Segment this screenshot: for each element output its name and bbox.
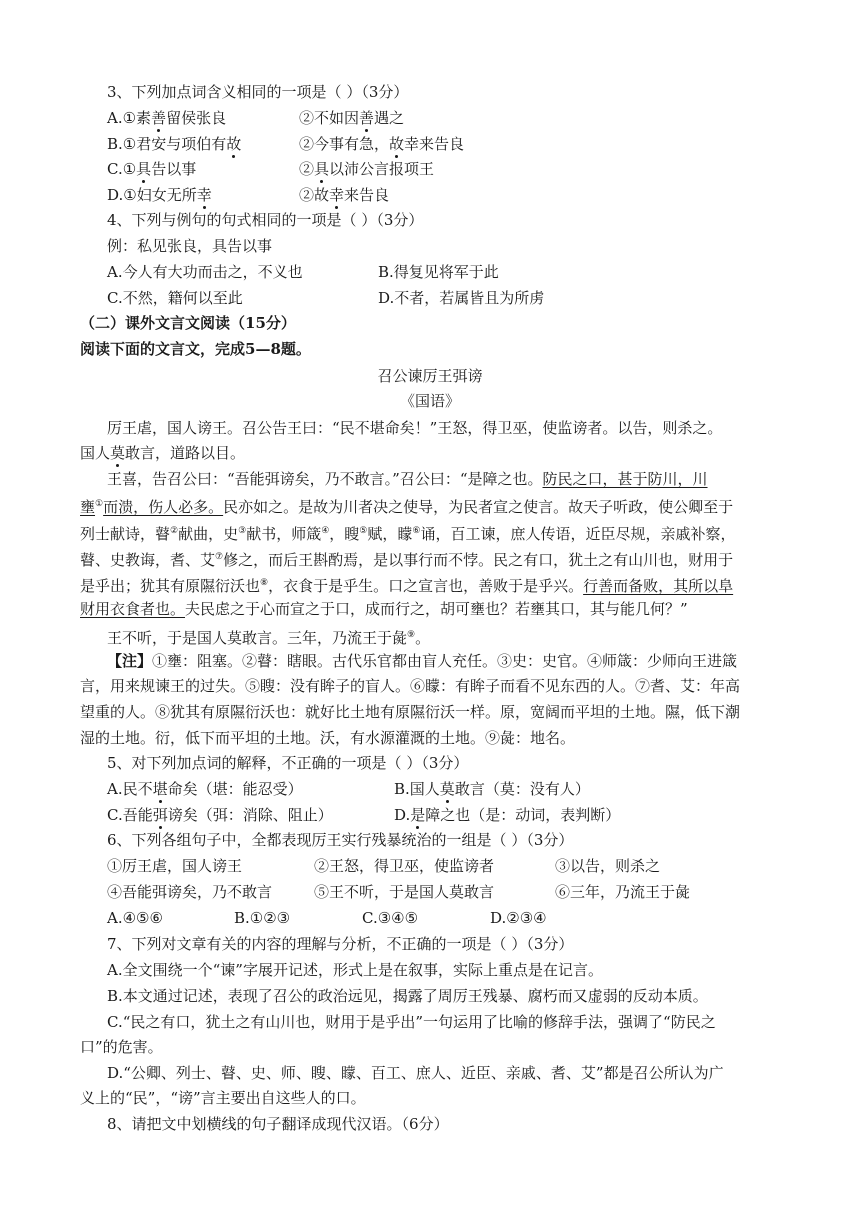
q3-option-b1: B.①君安与项伯有故: [107, 135, 242, 153]
footnote-marker: ④: [321, 526, 330, 536]
q3-option-d2: ②故幸来告良: [299, 186, 390, 204]
passage-source: 《国语》: [399, 392, 460, 410]
notes-line: 望重的人。⑧犹其有原隰衍沃也：就好比土地有原隰衍沃一样。原，宽阔而平坦的土地。隰，低下潮: [80, 703, 741, 721]
q7-stem: 7、下列对文章有关的内容的理解与分析，不正确的一项是（ ）（3分）: [107, 935, 574, 953]
footnote-marker: ②: [170, 526, 179, 536]
q5-option-b: B.国人莫敢言（莫：没有人）: [394, 780, 590, 798]
notes-line: 湿的土地。衍，低下而平坦的土地。沃，有水源灌溉的土地。⑨彘：地名。: [80, 729, 576, 747]
q5-option-d: D.是障之也（是：动词，表判断）: [394, 806, 621, 824]
emphasis-dot: 是: [410, 806, 426, 824]
q6-item-6: ⑥三年，乃流王于彘: [555, 883, 691, 901]
q4-option-d: D.不者，若属皆且为所虏: [378, 289, 545, 307]
footnote-marker: ③: [238, 526, 247, 536]
emphasis-dot: 善: [359, 109, 375, 127]
emphasis-dot: 弭: [152, 806, 168, 824]
underlined-sentence: 行善而备败，其所以阜: [583, 577, 734, 595]
footnote-marker: ⑤: [359, 526, 368, 536]
passage-line: 王喜，告召公曰：“吾能弭谤矣，乃不敢言。”召公曰：“是障之也。防民之口，甚于防川，川: [107, 470, 708, 488]
footnote-marker: ⑥: [412, 526, 421, 536]
q7-option-a: A.全文围绕一个“谏”字展开记述，形式上是在叙事，实际上重点是在记言。: [107, 961, 603, 979]
passage-line: 厉王虐，国人谤王。召公告王曰：“民不堪命矣！”王怒，得卫巫，使监谤者。以告，则杀之。: [107, 419, 723, 437]
notes-line: 【注】①壅：阻塞。②瞽：瞎眼。古代乐官都由盲人充任。③史：史官。④师箴：少师向王进箴: [107, 652, 738, 670]
passage-line: 列士献诗，瞽②献曲，史③献书，师箴④，瞍⑤赋，矇⑥诵，百工谏，庶人传语，近臣尽规，亲戚补察，: [80, 525, 736, 543]
q3-option-b2: ②今事有急，故幸来告良: [299, 135, 465, 153]
passage-line: 壅①而溃，伤人必多。民亦如之。是故为川者决之使导，为民者宣之使言。故天子听政，使公卿至于: [80, 498, 734, 516]
emphasis-dot: 具: [314, 160, 330, 178]
underlined-sentence: 财用衣食者也。: [80, 600, 186, 618]
underlined-sentence: 而溃，伤人必多。: [103, 498, 224, 516]
emphasis-dot: 具: [136, 160, 152, 178]
q3-option-a2: ②不如因善遇之: [299, 109, 405, 127]
q4-example: 例：私见张良，具告以事: [107, 237, 273, 255]
passage-line: 财用衣食者也。夫民虑之于心而宣之于口，成而行之，胡可壅也？若壅其口，其与能几何？”: [80, 600, 688, 618]
emphasis-dot: 善: [151, 109, 167, 127]
q6-option-a: A.④⑤⑥: [107, 909, 163, 927]
footnote-marker: ①: [95, 499, 104, 509]
q7-option-c-cont: 口”的危害。: [80, 1038, 163, 1056]
q5-option-a: A.民不堪命矣（堪：能忍受）: [107, 780, 303, 798]
passage-line: 瞽、史教诲，耆、艾⑦修之，而后王斟酌焉，是以事行而不悖。民之有口，犹土之有山川也，财用于: [80, 551, 734, 569]
q7-option-d: D.“公卿、列士、瞽、史、师、瞍、矇、百工、庶人、近臣、亲戚、耆、艾”都是召公所认为广: [107, 1064, 724, 1082]
emphasis-dot: 故: [226, 135, 242, 153]
emphasis-dot: 莫: [110, 444, 126, 462]
passage-line: 国人莫敢言，道路以目。: [80, 444, 246, 462]
footnote-marker: ⑧: [260, 578, 269, 588]
emphasis-dot: 幸: [196, 186, 212, 204]
section-heading: （二）课外文言文阅读（15分）: [80, 314, 296, 332]
q3-option-a1: A.①素善留侯张良: [107, 109, 227, 127]
q7-option-b: B.本文通过记述，表现了召公的政治远见，揭露了周厉王残暴、腐朽而又虚弱的反动本质。: [107, 987, 708, 1005]
notes-tag: 【注】: [107, 652, 153, 670]
q5-option-c: C.吾能弭谤矣（弭：消除、阻止）: [107, 806, 333, 824]
q6-item-1: ①厉王虐，国人谤王: [107, 857, 243, 875]
q7-option-d-cont: 义上的“民”，“谤”言主要出自这些人的口。: [80, 1089, 366, 1107]
q4-option-a: A.今人有大功而击之，不义也: [107, 263, 303, 281]
q5-stem: 5、对下列加点词的解释，不正确的一项是（ ）（3分）: [107, 754, 469, 772]
q6-option-d: D.②③④: [490, 909, 547, 927]
q6-stem: 6、下列各组句子中，全都表现厉王实行残暴统治的一组是（ ）（3分）: [107, 831, 574, 849]
footnote-marker: ⑦: [215, 552, 224, 562]
underlined-sentence: 防民之口，甚于防川，川: [542, 470, 708, 488]
footnote-marker: ⑨: [407, 630, 416, 640]
q3-stem: 3、下列加点词含义相同的一项是（ ）（3分）: [107, 83, 409, 101]
q8-stem: 8、请把文中划横线的句子翻译成现代汉语。（6分）: [107, 1115, 449, 1133]
q3-option-c1: C.①具告以事: [107, 160, 197, 178]
q6-option-b: B.①②③: [234, 909, 291, 927]
section-instruction: 阅读下面的文言文，完成5—8题。: [80, 340, 311, 358]
emphasis-dot: 堪: [152, 780, 168, 798]
q6-option-c: C.③④⑤: [362, 909, 419, 927]
q6-item-5: ⑤王不听，于是国人莫敢言: [314, 883, 495, 901]
passage-title: 召公谏厉王弭谤: [377, 367, 483, 385]
q4-option-b: B.得复见将军于此: [378, 263, 499, 281]
q7-option-c: C.“民之有口，犹土之有山川也，财用于是乎出”一句运用了比喻的修辞手法，强调了“防民之: [107, 1013, 716, 1031]
underlined-sentence: 壅: [80, 498, 96, 516]
emphasis-dot: 莫: [439, 780, 455, 798]
passage-line: 是乎出；犹其有原隰衍沃也⑧，衣食于是乎生。口之宣言也，善败于是乎兴。行善而备败，其所以阜: [80, 577, 734, 595]
q4-option-c: C.不然，籍何以至此: [107, 289, 243, 307]
emphasis-dot: 幸: [329, 186, 345, 204]
q6-item-3: ③以告，则杀之: [555, 857, 661, 875]
passage-line: 王不听，于是国人莫敢言。三年，乃流王于彘⑨。: [107, 629, 431, 647]
q4-stem: 4、下列与例句的句式相同的一项是（ ）（3分）: [107, 211, 424, 229]
q6-item-2: ②王怒，得卫巫，使监谤者: [314, 857, 495, 875]
q3-option-c2: ②具以沛公言报项王: [299, 160, 435, 178]
q3-option-d1: D.①妇女无所幸: [107, 186, 212, 204]
emphasis-dot: 故: [389, 135, 405, 153]
q6-item-4: ④吾能弭谤矣，乃不敢言: [107, 883, 273, 901]
notes-line: 言，用来规谏王的过失。⑤瞍：没有眸子的盲人。⑥矇：有眸子而看不见东西的人。⑦耆、艾：年高: [80, 677, 741, 695]
